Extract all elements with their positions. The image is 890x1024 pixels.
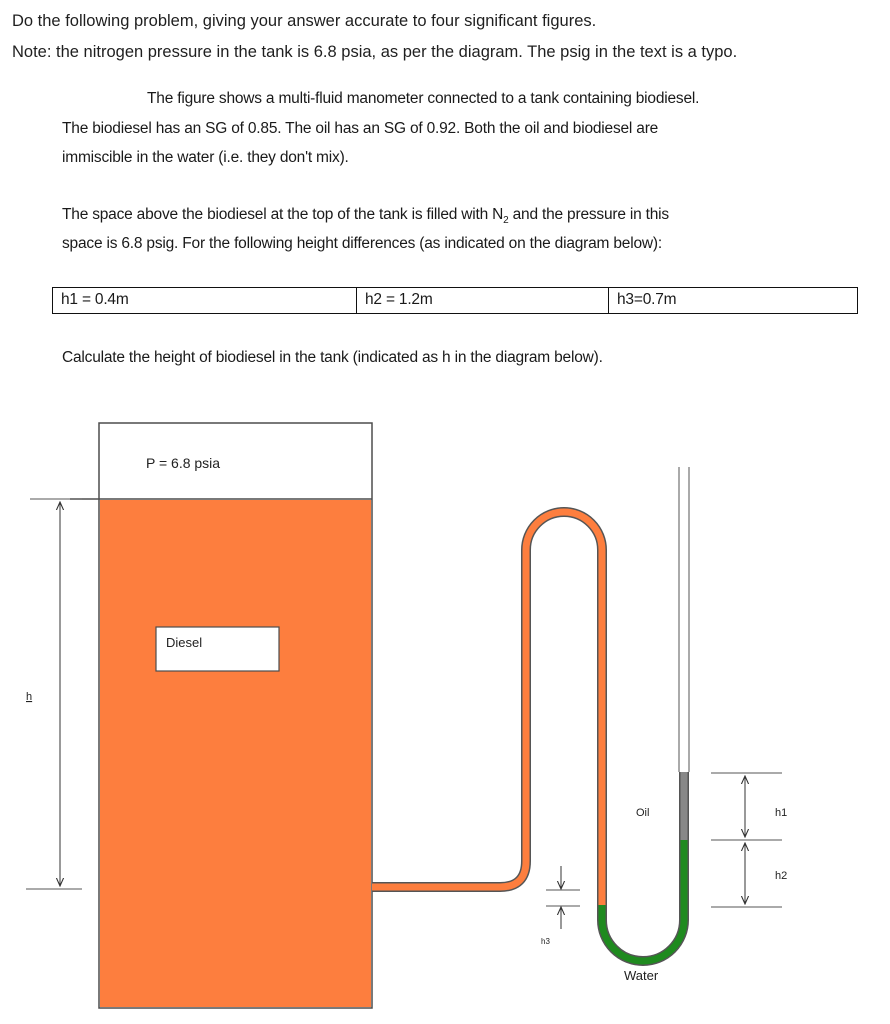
water-outline: [602, 840, 684, 961]
h3-label: h3: [541, 937, 550, 946]
pipe-outline: [372, 512, 602, 905]
instruction-text: Do the following problem, giving your answer accurate to four significant figures.: [12, 12, 597, 30]
subscript: 2: [503, 215, 509, 227]
problem-line: [62, 206, 669, 226]
pipe-biodiesel: [372, 512, 602, 905]
problem-text: The space above the biodiesel at the top of the tank is filled with N: [62, 206, 504, 223]
diesel-label: Diesel: [166, 635, 203, 650]
note-text: Note: the nitrogen pressure in the tank is 6.8 psia, as per the diagram. The psig in the text is a typo.: [12, 43, 738, 61]
problem-line: The biodiesel has an SG of 0.85. The oil has an SG of 0.92. Both the oil and biodiesel are: [62, 120, 659, 137]
pressure-label: P = 6.8 psia: [146, 455, 221, 471]
biodiesel-fill: [100, 500, 371, 1007]
h1-cell: h1 = 0.4m: [61, 291, 129, 308]
problem-line: space is 6.8 psig. For the following height differences (as indicated on the diagram below):: [62, 235, 662, 252]
oil-label: Oil: [636, 807, 650, 819]
h1-label: h1: [775, 807, 788, 819]
h2-cell: h2 = 1.2m: [356, 288, 608, 313]
water-label: Water: [624, 968, 659, 983]
h-label: h: [26, 691, 33, 703]
height-table: [52, 287, 858, 314]
h3-cell: h3=0.7m: [608, 288, 857, 313]
problem-line: immiscible in the water (i.e. they don't mix).: [62, 149, 349, 166]
problem-text: and the pressure in this: [508, 206, 669, 223]
h2-label: h2: [775, 870, 788, 882]
manometer-diagram: [0, 410, 890, 1024]
problem-line: The figure shows a multi-fluid manometer connected to a tank containing biodiesel.: [147, 90, 700, 107]
question-text: Calculate the height of biodiesel in the tank (indicated as h in the diagram below).: [62, 349, 603, 366]
